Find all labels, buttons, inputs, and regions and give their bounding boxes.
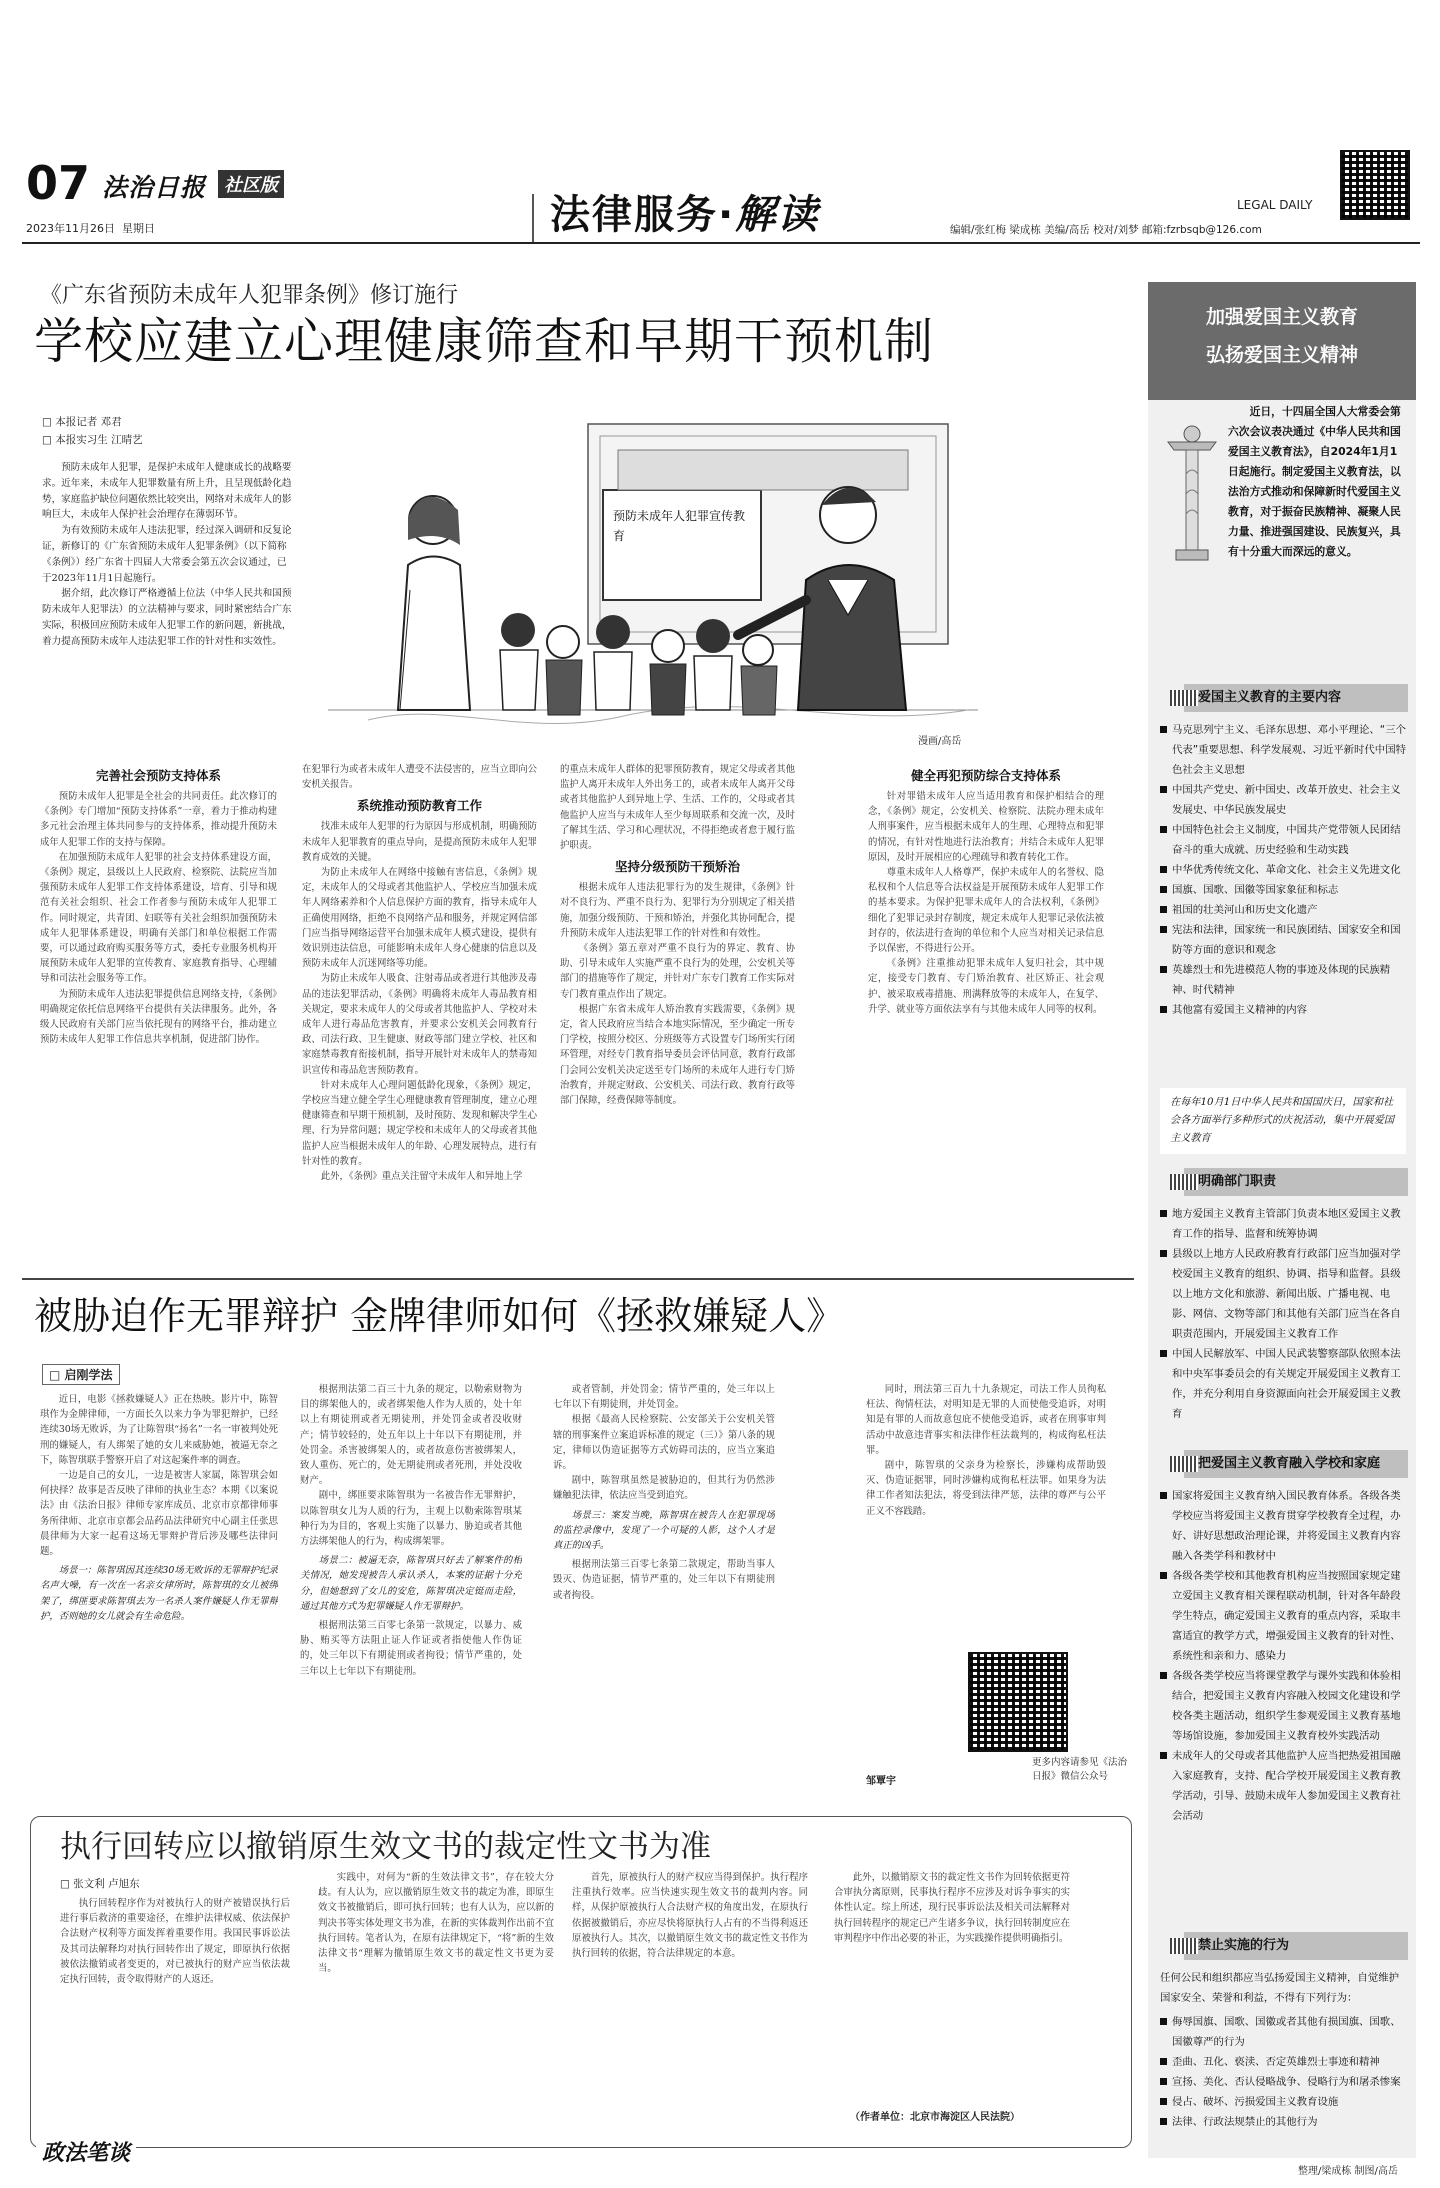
article1-intro xyxy=(42,460,292,760)
subhead-graded-prevention: 坚持分级预防干预矫治 xyxy=(614,859,740,875)
article2-column-2 xyxy=(300,1382,522,1774)
huabiao-monument xyxy=(1160,414,1224,564)
body-paragraph: 根据刑法第三百零七条第二款规定，帮助当事人毁灭、伪造证据，情节严重的，处三年以下有期徒刑或者拘役。 xyxy=(553,1559,775,1601)
section-title: 明确部门职责 xyxy=(1198,1174,1277,1189)
illustration-board-text: 预防未成年人犯罪宣传教育 xyxy=(613,509,746,543)
list-item: 英雄烈士和先进模范人物的事迹及体现的民族精神、时代精神 xyxy=(1160,960,1408,1000)
sidebar-section-content xyxy=(1184,684,1408,712)
sidebar-title-2: 弘扬爱国主义精神 xyxy=(1205,344,1358,366)
weekday: 星期日 xyxy=(122,222,155,235)
list-item: 国家将爱国主义教育纳入国民教育体系。各级各类学校应当将爱国主义教育贯穿学校教育全过程，办好、讲好思想政治理论课，并将爱国主义教育内容融入各类学科和教材中 xyxy=(1160,1486,1408,1566)
prohibited-list xyxy=(1160,2012,1408,2132)
list-item: 各级各类学校应当将课堂教学与课外实践和体验相结合，把爱国主义教育内容融入校园文化建设和学校各类主题活动，组织学生参观爱国主义教育基地等场馆设施，参加爱国主义教育校外实践活动 xyxy=(1160,1666,1408,1746)
issue-date xyxy=(26,220,155,236)
list-item: 马克思列宁主义、毛泽东思想、邓小平理论、“三个代表”重要思想、科学发展观、习近平新时代中国特色社会主义思想 xyxy=(1160,720,1408,780)
list-item: 国旗、国歌、国徽等国家象征和标志 xyxy=(1160,880,1408,900)
monument-icon xyxy=(1160,414,1224,564)
list-item: 宣扬、美化、否认侵略战争、侵略行为和屠杀惨案 xyxy=(1160,2072,1408,2092)
paper-name: 法治日报 xyxy=(102,173,207,202)
body-paragraph: 尊重未成年人人格尊严，保护未成年人的名誉权、隐私权和个人信息等合法权益是开展预防未成年人犯罪工作的基本要求。为保护犯罪未成年人的合法权利，《条例》细化了犯罪记录封存制度，规定未成年人犯罪记录依法被封存的，依法进行查询的单位和个人应当对相关记录信息予以保密，不得进行公开。 xyxy=(868,867,1104,955)
list-item: 侮辱国旗、国歌、国徽或者其他有损国旗、国歌、国徽尊严的行为 xyxy=(1160,2012,1408,2052)
article1-column-3 xyxy=(560,762,795,1352)
body-paragraph: 根据未成年人违法犯罪行为的发生规律，《条例》针对不良行为、严重不良行为、犯罪行为分别规定了相关措施，加强分级预防、干预和矫治，并强化其协同配合，提升预防未成年人违法犯罪工作的针对性和有效性。 xyxy=(560,882,795,939)
body-paragraph: 为防止未成年人在网络中接触有害信息，《条例》规定，未成年人的父母或者其他监护人、学校应当加强未成年人网络素养和个人信息保护方面的教育，指导未成年人正确使用网络，拒绝不良网络产品和服务，并规定网信部门应当指导网络运营平台加强未成年人模式建设，提供有效识别违法信息，可能影响未成年人身心健康的信息以及预防未成年人沉迷网络等功能。 xyxy=(302,867,537,970)
masthead-rule xyxy=(22,242,1420,244)
list-item: 中国共产党史、新中国史、改革开放史、社会主义发展史、中华民族发展史 xyxy=(1160,780,1408,820)
date: 2023年11月26日 xyxy=(26,222,115,235)
article3-column-4 xyxy=(834,1870,1070,2100)
subhead-recidivism-support: 健全再犯预防综合支持体系 xyxy=(910,768,1061,783)
article1-kicker: 《广东省预防未成年人犯罪条例》修订施行 xyxy=(40,283,459,308)
list-item: 祖国的壮美河山和历史文化遗产 xyxy=(1160,900,1408,920)
section-marker-icon xyxy=(1170,1174,1198,1190)
list-item: 未成年人的父母或者其他监护人应当把热爱祖国融入家庭教育，支持、配合学校开展爱国主义教育教学活动，引导、鼓励未成年人参加爱国主义教育社会活动 xyxy=(1160,1746,1408,1826)
section-title-b: 解读 xyxy=(735,191,820,238)
list-item: 各级各类学校和其他教育机构应当按照国家规定建立爱国主义教育相关课程联动机制，针对各年龄段学生特点，确定爱国主义教育的重点内容，采取丰富适宜的教学方式，增强爱国主义教育的针对性、系统性和亲和力、感染力 xyxy=(1160,1566,1408,1666)
sidebar-section-duties xyxy=(1184,1168,1408,1196)
masthead-divider xyxy=(532,194,534,242)
body-paragraph: 为防止未成年人吸食、注射毒品或者进行其他涉及毒品的违法犯罪活动，《条例》明确将未成年人毒品教育相关规定，要求未成年人的父母或者其他监护人、学校对未成年人进行毒品危害教育，并要求公安机关会同教育行政、司法行政、卫生健康、财政等部门建立学校、社区和家庭禁毒教育衔接机制，指导开展针对未成年人的禁毒知识宣传和毒品危害预防教育。 xyxy=(302,973,537,1076)
article1-illustration xyxy=(328,410,978,755)
list-item: 其他富有爱国主义精神的内容 xyxy=(1160,1000,1408,1020)
article1-headline: 学校应建立心理健康筛查和早期干预机制 xyxy=(34,313,935,370)
sidebar-credit: 整理/梁成栋 制图/高岳 xyxy=(1298,2166,1398,2177)
sidebar xyxy=(1148,282,1416,2158)
list-item: 县级以上地方人民政府教育行政部门应当加强对学校爱国主义教育的组织、协调、指导和监督。县级以上地方文化和旅游、新闻出版、广播电视、电影、网信、文物等部门和其他有关部门应当在各自职责范围内，开展爱国主义教育工作 xyxy=(1160,1244,1408,1344)
scene-paragraph: 场景三：案发当晚，陈智琪在被告人在犯罪现场的监控录像中，发现了一个可疑的人影，这个人才是真正的凶手。 xyxy=(553,1509,775,1552)
body-paragraph: 找准未成年人犯罪的行为原因与形成机制，明确预防未成年人犯罪教育的重点导向，是提高预防未成年人犯罪教育成效的关键。 xyxy=(302,821,537,863)
body-paragraph: 《条例》第五章对严重不良行为的界定、教育、协助、引导未成年人实施严重不良行为的处理，公安机关等部门的措施等作了规定，并针对广东专门教育工作实际对专门教育重点作出了规定。 xyxy=(560,943,795,1000)
body-paragraph: 根据《最高人民检察院、公安部关于公安机关管辖的刑事案件立案追诉标准的规定（三）》第八条的规定，律师以伪造证据等方式妨碍司法的，应当立案追诉。 xyxy=(553,1414,775,1472)
body-paragraph: 此外，以撤销原文书的裁定性文书作为回转依据更符合审执分离原则，民事执行程序不应涉及对诉争事实的实体性认定。综上所述，现行民事诉讼法及相关司法解释对执行回转程序的规定已产生诸多争议，执行回转制度应在审判程序中作出必要的补正，为实践操作提供明确指引。 xyxy=(834,1872,1070,1944)
body-paragraph: 在加强预防未成年人犯罪的社会支持体系建设方面，《条例》规定，县级以上人民政府、检察院、法院应当加强预防未成年人犯罪工作支持体系建设，培育、引导和规范有关社会组织、社会工作者参与预防未成年人犯罪工作。同时规定，共青团、妇联等有关社会组织加强预防未成年人犯罪体系建设，明确有关部门和单位根据工作需要，可以通过政府购买服务等方式，委托专业服务机构开展预防未成年人犯罪的宣传教育、家庭教育指导、心理辅导和司法社会服务等工作。 xyxy=(40,851,277,985)
body-paragraph: 为预防未成年人违法犯罪提供信息网络支持，《条例》明确规定依托信息网络平台提供有关法律服务。此外，各级人民政府有关部门应当依托现有的网络平台，推动建立预防未成年人犯罪工作信息共享机制，促进部门协作。 xyxy=(40,988,277,1046)
body-paragraph: 此外，《条例》重点关注留守未成年人和异地上学 xyxy=(320,1171,523,1183)
cartoon-scene xyxy=(328,410,978,755)
sidebar-section-prohibited xyxy=(1184,1932,1408,1960)
article3-column-3 xyxy=(572,1870,808,2122)
body-paragraph: 首先，原被执行人的财产权应当得到保护。执行程序注重执行效率。应当快速实现生效文书的裁判内容。同样，从保护原被执行人合法财产权的角度出发，在原执行依据被撤销后，亦应尽快将原执行人占有的不当得利返还原被执行人。其次，以撤销原生效文书的裁定性文书作为执行回转的依据，符合法律规定的本意。 xyxy=(572,1872,808,1960)
wechat-qr-code xyxy=(968,1652,1068,1752)
masthead xyxy=(22,150,1420,242)
list-item: 法律、行政法规禁止的其他行为 xyxy=(1160,2112,1408,2132)
section-title-a: 法律服务 xyxy=(550,192,718,238)
article2-author: 邹覃宇 xyxy=(866,1776,896,1787)
article1-byline-reporter: □ 本报记者 邓君 xyxy=(42,416,122,428)
article2-column-3 xyxy=(553,1382,775,1774)
section-marker-icon xyxy=(1170,690,1198,706)
intro-paragraph: 预防未成年人犯罪，是保护未成年人健康成长的战略要求。近年来，未成年人犯罪数量有所上升，且呈现低龄化趋势，家庭监护缺位问题依然比较突出，网络对未成年人的影响巨大，未成年人保护社会治理存在薄弱环节。 xyxy=(42,462,292,521)
article3-author-unit: （作者单位：北京市海淀区人民法院） xyxy=(850,2112,1020,2123)
article2-byline: □ 启刚学法 xyxy=(42,1364,120,1385)
body-paragraph: 执行回转程序作为对被执行人的财产被错误执行后进行事后救济的重要途径，在维护法律权威、依法保护合法财产权利等方面发挥着重要作用。我国民事诉讼法及其司法解释均对执行回转作出了规定，即原执行依据被依法撤销或者变更的，对已被执行的财产应当依法裁定执行回转，责令取得财产的人返还。 xyxy=(60,1898,290,1986)
subhead-prevention-education: 系统推动预防教育工作 xyxy=(356,798,482,814)
section-title: 禁止实施的行为 xyxy=(1198,1938,1290,1953)
body-paragraph: 《条例》注重推动犯罪未成年人复归社会，其中规定，接受专门教育、专门矫治教育、社区矫正、社会观护、被采取戒毒措施、刑满释放等的未成年人，在复学、升学、就业等方面依法享有与其他未成年人同等的权利。 xyxy=(868,958,1104,1015)
article1-column-2 xyxy=(302,762,537,1352)
article1-bottom-rule xyxy=(22,1278,1134,1280)
scene-paragraph: 场景一：陈智琪因其连续30场无败诉的无罪辩护纪录名声大噪，有一次在一名亲女律所时，陈智琪的女儿被绑架了，绑匪要求陈智琪去为一名杀人案件嫌疑人作无罪辩护，否则她的女儿就会有生命危险。 xyxy=(40,1565,278,1622)
article2-column-1 xyxy=(40,1392,278,1772)
list-item: 中华优秀传统文化、革命文化、社会主义先进文化 xyxy=(1160,860,1408,880)
body-paragraph: 近日，电影《拯救嫌疑人》正在热映。影片中，陈智琪作为金牌律师，一方面长久以来力争为罪犯辩护，已经连续30场无败诉，为了让陈智琪“扬名”一名一审被判处死刑的嫌疑人，有人绑架了她的女儿来威胁她，被逼无奈之下，陈智琪联手警察开启了对这起案件率的调查。 xyxy=(40,1394,278,1466)
body-paragraph: 针对罪错未成年人应当适用教育和保护相结合的理念，《条例》规定，公安机关、检察院、法院办理未成年人刑事案件，应当根据未成年人的生理、心理特点和犯罪的情况，有针对性地进行法治教育；并结合未成年人犯罪原因，及时开展相应的心理疏导和教育转化工作。 xyxy=(868,791,1104,863)
section-title xyxy=(550,190,819,240)
subhead-social-support: 完善社会预防支持体系 xyxy=(95,768,221,783)
body-paragraph: 针对未成年人心理问题低龄化现象，《条例》规定，学校应当建立健全学生心理健康教育管理制度，建立心理健康筛查和早期干预机制，及时预防、发现和解决学生心理、行为异常问题；规定学校和未成年人的父母或者其他监护人应当根据未成年人的年龄、心理发展特点，进行有针对性的教育。 xyxy=(302,1079,537,1167)
editors-credit: 编辑/张红梅 梁成栋 美编/高岳 校对/刘梦 邮箱:fzrbsqb@126.com xyxy=(950,224,1262,236)
section-dot: · xyxy=(718,192,736,238)
sidebar-intro: 近日，十四届全国人大常委会第六次会议表决通过《中华人民共和国爱国主义教育法》，自2024年1月1日起施行。制定爱国主义教育法，以法治方式推动和保障新时代爱国主义教育，对于振奋民族精神、凝聚人民力量、推进强国建设、民族复兴，具有十分重大而深远的意义。 xyxy=(1228,405,1401,558)
list-item: 歪曲、丑化、亵渎、否定英雄烈士事迹和精神 xyxy=(1160,2052,1408,2072)
article3-column-1 xyxy=(60,1896,290,2110)
body-paragraph: 的重点未成年人群体的犯罪预防教育，规定父母或者其他监护人离开未成年人外出务工的，或者未成年人离开父母或者其他监护人到异地上学、生活、工作的，父母或者其他监护人应当与未成年人至少每周联系和交流一次，及时了解其生活、学习和心理状况，不得拒绝或者怠于履行监护职责。 xyxy=(560,764,795,852)
page-number: 07 xyxy=(26,156,91,210)
article1-byline-intern: □ 本报实习生 江晴艺 xyxy=(42,434,143,446)
article2-column-4 xyxy=(866,1382,1106,1642)
body-paragraph: 在犯罪行为或者未成年人遭受不法侵害的，应当立即向公安机关报告。 xyxy=(302,764,537,791)
masthead-qr-code xyxy=(1340,150,1410,220)
school-family-list xyxy=(1160,1486,1408,1826)
intro-paragraph: 据介绍，此次修订严格遵循上位法（中华人民共和国预防未成年人犯罪法）的立法精神与要求，同时紧密结合广东实际，积极回应预防未成年人犯罪工作的新问题，新挑战，着力提高预防未成年人违法犯罪工作的针对性和实效性。 xyxy=(42,588,292,647)
scene-paragraph: 场景二：被逼无奈，陈智琪只好去了解案件的相关情况，她发现被告人承认杀人，本案的证据十分充分，但她想到了女儿的安危，陈智琪决定铤而走险，通过其他方式为犯罪嫌疑人作无罪辩护。 xyxy=(300,1555,522,1612)
body-paragraph: 根据广东省未成年人矫治教育实践需要，《条例》规定，省人民政府应当结合本地实际情况，至少确定一所专门学校，按照分校区、分班级等方式设置专门场所实行闭环管理，对经专门教育指导委员会评估同意，教育行政部门会同公安机关决定送至专门场所的未成年人进行专门矫治教育，并规定财政、公安机关、司法行政、教育行政等部门保障，经费保障等制度。 xyxy=(560,1003,795,1107)
sidebar-title-1: 加强爱国主义教育 xyxy=(1205,306,1358,328)
qr-caption: 更多内容请参见《法治日报》微信公众号 xyxy=(1032,1757,1128,1782)
body-paragraph: 预防未成年人犯罪是全社会的共同责任。此次修订的《条例》专门增加“预防支持体系”一章，着力于推动构建多元社会治理主体共同参与的支持体系，推动提升预防未成年人犯罪工作的支持与保障。 xyxy=(40,791,277,848)
content-list xyxy=(1160,720,1408,1020)
list-item: 中国人民解放军、中国人民武装警察部队依照本法和中央军事委员会的有关规定开展爱国主义教育工作，并充分利用自身资源面向社会开展爱国主义教育 xyxy=(1160,1344,1408,1424)
body-paragraph: 一边是自己的女儿，一边是被害人家属，陈智琪会如何抉择？故事是否反映了律师的执业生态？本期《以案说法》由《法治日报》律师专家库成员、北京市京都律师事务所律师、北京市京都会品药品法律研究中心副主任张思晨律师为大家一起看这场无罪辩护背后涉及哪些法律问题。 xyxy=(40,1470,278,1558)
sidebar-section-school-family xyxy=(1184,1450,1408,1478)
body-paragraph: 实践中，对何为“新的生效法律文书”，存在较大分歧。有人认为，应以撤销原生效文书的裁定为准，即原生效文书被撤销后，即可执行回转；也有人认为，应以新的判决书等实体处理文书为准，在新的实体裁判作出前不宜执行回转。笔者认为，在原有法律规定下，“将”新的生效法律文书“理解为撤销原生效文书的裁定性文书更为妥当。 xyxy=(318,1872,554,1975)
list-item: 侵占、破坏、污损爱国主义教育设施 xyxy=(1160,2092,1408,2112)
edition-badge: 社区版 xyxy=(218,170,284,198)
legal-daily-label: LEGAL DAILY xyxy=(1237,198,1313,212)
section-marker-icon xyxy=(1170,1456,1198,1472)
article1-column-4 xyxy=(868,762,1104,1352)
prohibited-lead: 任何公民和组织都应当弘扬爱国主义精神，自觉维护国家安全、荣誉和利益，不得有下列行为： xyxy=(1160,1972,1399,2004)
article3-byline: □ 张文利 卢旭东 xyxy=(60,1878,140,1890)
list-item: 中国特色社会主义制度，中国共产党带领人民团结奋斗的重大成就、历史经验和生动实践 xyxy=(1160,820,1408,860)
body-paragraph: 剧中，陈智琪虽然是被胁迫的，但其行为仍然涉嫌触犯法律，依法应当受到追究。 xyxy=(553,1475,775,1502)
illustration-credit: 漫画/高岳 xyxy=(918,736,962,747)
section-title: 把爱国主义教育融入学校和家庭 xyxy=(1198,1456,1381,1471)
body-paragraph: 剧中，绑匪要求陈智琪为一名被告作无罪辩护，以陈智琪女儿为人质的行为，主观上以勒索陈智琪某种行为为目的，客观上实施了以暴力、胁迫或者其他方法绑架他人的行为，构成绑架罪。 xyxy=(300,1490,522,1548)
body-paragraph: 根据刑法第二百三十九条的规定，以勒索财物为目的绑架他人的，或者绑架他人作为人质的，处十年以上有期徒刑或者无期徒刑，并处罚金或者没收财产；情节较轻的，处五年以上十年以下有期徒刑，并处罚金。杀害被绑架人的，或者故意伤害被绑架人，致人重伤、死亡的，处无期徒刑或者死刑，并处没收财产。 xyxy=(300,1384,522,1487)
section-title: 爱国主义教育的主要内容 xyxy=(1198,690,1342,705)
body-paragraph: 剧中，陈智琪的父亲身为检察长，涉嫌构成帮助毁灭、伪造证据罪，同时涉嫌构成徇私枉法罪。如果身为法律工作者知法犯法，将受到法律严惩，法律的尊严与公平正义不容践踏。 xyxy=(866,1460,1106,1517)
section-marker-icon xyxy=(1170,1938,1198,1954)
body-paragraph: 同时，刑法第三百九十九条规定，司法工作人员徇私枉法、徇情枉法，对明知是无罪的人而使他受追诉，对明知是有罪的人而故意包庇不使他受追诉，或者在刑事审判活动中故意违背事实和法律作枉法裁判的，构成徇私枉法罪。 xyxy=(866,1384,1106,1456)
column-tag: 政法笔谈 xyxy=(36,2136,136,2167)
body-paragraph: 根据刑法第三百零七条第一款规定，以暴力、威胁、贿买等方法阻止证人作证或者指使他人作伪证的，处三年以下有期徒刑或者拘役；情节严重的，处三年以上七年以下有期徒刑。 xyxy=(300,1620,522,1677)
body-paragraph: 或者管制，并处罚金；情节严重的，处三年以上七年以下有期徒刑，并处罚金。 xyxy=(553,1384,775,1411)
article3-headline: 执行回转应以撤销原生效文书的裁定性文书为准 xyxy=(60,1829,711,1865)
list-item: 宪法和法律，国家统一和民族团结、国家安全和国防等方面的意识和观念 xyxy=(1160,920,1408,960)
article2-headline: 被胁迫作无罪辩护 金牌律师如何《拯救嫌疑人》 xyxy=(34,1294,845,1338)
intro-paragraph: 为有效预防未成年人违法犯罪，经过深入调研和反复论证，新修订的《广东省预防未成年人犯罪条例》（以下简称《条例》）经广东省十四届人大常委会第五次会议通过，已于2023年11月1日起施行。 xyxy=(42,525,292,584)
list-item: 地方爱国主义教育主管部门负责本地区爱国主义教育工作的指导、监督和统筹协调 xyxy=(1160,1204,1408,1244)
duties-list xyxy=(1160,1204,1408,1424)
article1-column-1 xyxy=(40,762,277,1352)
article3-column-2 xyxy=(318,1870,554,2122)
national-day-note: 在每年10月1日中华人民共和国国庆日，国家和社会各方面举行多种形式的庆祝活动，集中开展爱国主义教育 xyxy=(1160,1088,1406,1154)
